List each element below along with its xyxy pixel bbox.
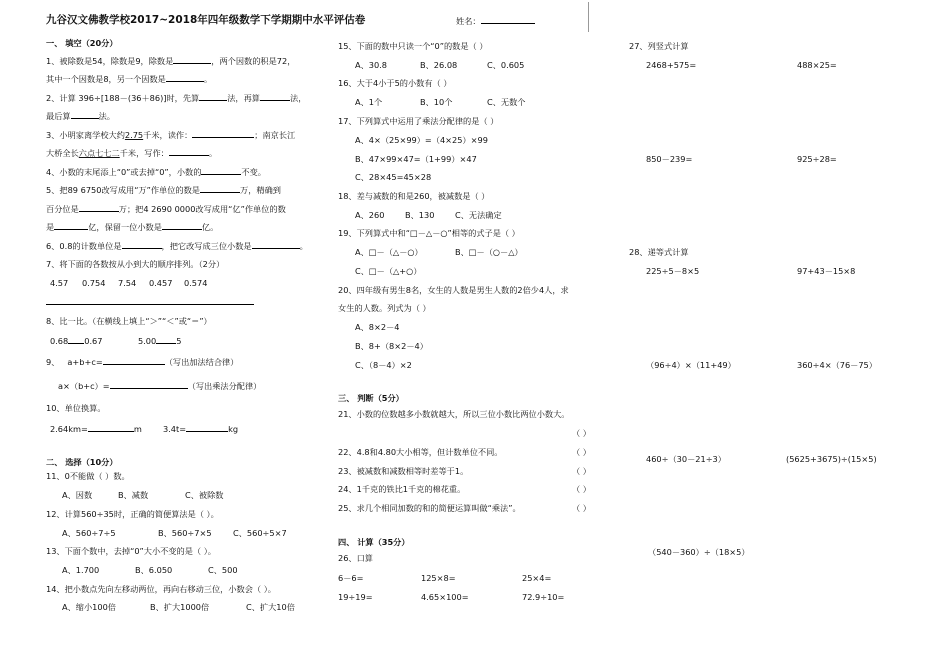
q7-prompt: 7、将下面的各数按从小到大的顺序排列。（2分）: [46, 259, 225, 269]
q9-label: 9、: [46, 357, 60, 367]
q9-expr-2: a×（b+c）=: [58, 381, 110, 391]
stepwise-calc-7: （540－360）÷（18×5）: [648, 547, 750, 557]
q2-text-e: 法。: [98, 111, 115, 121]
q10-prompt: 10、单位换算。: [46, 403, 106, 413]
q3-text-h: 。: [208, 148, 218, 158]
q24-answer-paren[interactable]: （ ）: [572, 484, 591, 494]
q14-option-b[interactable]: B、扩大1000倍: [150, 602, 210, 612]
name-label-text: 姓名：: [456, 16, 481, 26]
q13-option-c[interactable]: C、500: [208, 565, 238, 575]
q3-text-e: 大桥全长: [46, 148, 79, 158]
vertical-calc-3: 850－239=: [646, 154, 693, 164]
stepwise-calc-2: 97+43－15×8: [797, 266, 856, 276]
q5-text-b: 万，精确到: [240, 185, 281, 195]
section-3-heading: 三、 判断（5分）: [338, 393, 404, 403]
q1-blank-2[interactable]: [166, 73, 204, 82]
q7-num-1: 4.57: [50, 278, 69, 288]
q11-option-c[interactable]: C、被除数: [185, 490, 224, 500]
q25-answer-paren[interactable]: （ ）: [572, 503, 591, 513]
q2-text-a: 2、计算 396÷[188－(36＋86)]时，先算: [46, 93, 200, 103]
q8-prompt: 8、比一比。（在横线上填上“＞”“＜”或“＝”）: [46, 316, 212, 326]
header-divider: [588, 2, 589, 32]
q5-text-c: 百分位是: [46, 204, 79, 214]
q8-compare-2: [138, 335, 181, 347]
oral-calc-1: 6－6=: [338, 573, 364, 583]
q5-blank-1[interactable]: [200, 184, 240, 193]
q15-option-c[interactable]: C、0.605: [487, 60, 525, 70]
q4-text-b: 不变。: [241, 167, 266, 177]
q6-blank-2[interactable]: [252, 240, 300, 249]
q12-option-c[interactable]: C、560÷5×7: [233, 528, 287, 538]
q8-right-1: 0.67: [84, 336, 103, 346]
q4-blank[interactable]: [201, 166, 241, 175]
q16-option-b[interactable]: B、10个: [420, 97, 453, 107]
q21-answer-paren[interactable]: （ ）: [572, 428, 591, 438]
q6-text-a: 6、0.8的计数单位是: [46, 241, 122, 251]
q6-line: [46, 240, 308, 252]
q19-prompt: 19、下列算式中和“□－△－○”相等的式子是（ ）: [338, 228, 520, 238]
q14-prompt: 14、把小数点先向左移动两位，再向右移动三位，小数会（ ）。: [46, 584, 276, 594]
oral-calc-5: 4.65×100=: [421, 592, 469, 602]
q2-blank-2[interactable]: [260, 92, 290, 101]
q19-option-c[interactable]: C、□－（△+○）: [355, 266, 422, 276]
q19-option-a[interactable]: A、□－（△－○）: [355, 247, 423, 257]
q16-prompt: 16、大于4小于5的小数有（ ）: [338, 78, 452, 88]
q15-prompt: 15、下面的数中只读一个“0”的数是（ ）: [338, 41, 488, 51]
q19-option-b[interactable]: B、□－（○－△）: [455, 247, 523, 257]
q13-prompt: 13、下面个数中，去掉“0”大小不变的是（ ）。: [46, 546, 216, 556]
q8-blank-2[interactable]: [156, 335, 176, 344]
q20-line1: 20、四年级有男生8名，女生的人数是男生人数的2倍少4人，求: [338, 285, 569, 295]
stepwise-calc-6: (5625+3675)÷(15×5): [786, 454, 877, 464]
q10-conv-1: [50, 423, 142, 435]
oral-calc-4: 19÷19=: [338, 592, 373, 602]
q17-prompt: 17、下列算式中运用了乘法分配律的是（ ）: [338, 116, 499, 126]
q10-unit-2: kg: [228, 424, 239, 434]
q1-text-a: 1、被除数是54，除数是9，除数是: [46, 56, 174, 66]
q20-option-b[interactable]: B、8+（8×2－4）: [355, 341, 428, 351]
q24-statement: 24、1千克的铁比1千克的棉花重。: [338, 484, 466, 494]
q1-text-b: ，两个因数的积是72，: [211, 56, 296, 66]
oral-calc-6: 72.9÷10=: [522, 592, 565, 602]
q17-option-c[interactable]: C、28×45=45×28: [355, 172, 432, 182]
stepwise-calc-4: 360÷4×（76－75）: [797, 360, 877, 370]
q5-text-e: 是: [46, 222, 55, 232]
q9-line2: [58, 380, 261, 392]
q5-line2: [46, 203, 286, 215]
q8-left-2: 5.00: [138, 336, 157, 346]
q10-conv-2: [163, 423, 238, 435]
q4-text-a: 4、小数的末尾添上“0”或去掉“0”，小数的: [46, 167, 202, 177]
q17-option-b[interactable]: B、47×99×47=（1+99）×47: [355, 154, 477, 164]
q16-option-c[interactable]: C、无数个: [487, 97, 526, 107]
q2-blank-3[interactable]: [71, 110, 99, 119]
q10-blank-1[interactable]: [88, 423, 134, 432]
stepwise-calc-5: 460÷（30－21÷3）: [646, 454, 726, 464]
q1-blank-1[interactable]: [173, 55, 211, 64]
q5-blank-3[interactable]: [54, 221, 88, 230]
q7-num-3: 7.54: [118, 278, 137, 288]
q2-blank-1[interactable]: [199, 92, 227, 101]
q1-line2: [46, 73, 212, 85]
q23-statement: 23、被减数和减数相等时差等于1。: [338, 466, 469, 476]
q23-answer-paren[interactable]: （ ）: [572, 466, 591, 476]
q1-text-c: 其中一个因数是8，另一个因数是: [46, 74, 166, 84]
q13-option-b[interactable]: B、6.050: [135, 565, 173, 575]
section-4-heading: 四、 计算（35分）: [338, 537, 410, 547]
q6-blank-1[interactable]: [122, 240, 162, 249]
q3-blank-1[interactable]: [192, 129, 254, 138]
q11-prompt: 11、0不能做（ ）数。: [46, 471, 130, 481]
q7-answer-line[interactable]: [46, 304, 254, 305]
name-label: [456, 15, 535, 27]
q3-text-a: 3、小明家离学校大约: [46, 130, 125, 140]
section-1-heading: 一、 填空（20分）: [46, 38, 118, 48]
q6-text-b: ，把它改写成三位小数是: [161, 241, 252, 251]
q8-compare-1: [50, 335, 102, 347]
q5-text-a: 5、把89 6750改写成用“万”作单位的数是: [46, 185, 200, 195]
name-blank[interactable]: [481, 15, 535, 24]
q27-prompt: 27、列竖式计算: [629, 41, 689, 51]
q20-line2: 女生的人数。列式为（ ）: [338, 303, 431, 313]
q15-option-b[interactable]: B、26.08: [420, 60, 458, 70]
q9-hint-1: （写出加法结合律）: [164, 357, 239, 367]
q22-answer-paren[interactable]: （ ）: [572, 447, 591, 457]
q2-line1: [46, 92, 306, 104]
q3-words: 六点七七二: [78, 148, 120, 158]
q14-option-c[interactable]: C、扩大10倍: [246, 602, 295, 612]
q3-number: 2.75: [124, 130, 144, 140]
exam-title: 九谷汉文佛教学校2017~2018年四年级数学下学期期中水平评估卷: [46, 14, 366, 26]
q2-text-d: 最后算: [46, 111, 71, 121]
q10-conv-2-left: 3.4t=: [163, 424, 187, 434]
vertical-calc-4: 925÷28=: [797, 154, 837, 164]
q25-statement: 25、求几个相同加数的和的简便运算叫做“乘法”。: [338, 503, 521, 513]
q3-line2: [46, 147, 217, 159]
q5-blank-2[interactable]: [79, 203, 119, 212]
q7-num-2: 0.754: [82, 278, 106, 288]
q16-option-a[interactable]: A、1个: [355, 97, 383, 107]
q1-text-d: 。: [203, 74, 213, 84]
q11-option-b[interactable]: B、减数: [118, 490, 149, 500]
q8-left-1: 0.68: [50, 336, 69, 346]
q12-prompt: 12、计算560÷35时，正确的简便算法是（ ）。: [46, 509, 219, 519]
q5-blank-4[interactable]: [162, 221, 202, 230]
q2-line2: [46, 110, 115, 122]
q4-line: [46, 166, 266, 178]
q18-option-a[interactable]: A、260: [355, 210, 385, 220]
q1-line1: [46, 55, 295, 67]
q12-option-b[interactable]: B、560÷7×5: [158, 528, 212, 538]
q21-statement: 21、小数的位数越多小数就越大，所以三位小数比两位小数大。: [338, 409, 570, 419]
q2-text-c: 法，: [290, 93, 307, 103]
vertical-calc-1: 2468+575=: [646, 60, 697, 70]
q18-option-b[interactable]: B、130: [405, 210, 435, 220]
q9-blank-2[interactable]: [110, 380, 188, 389]
q6-text-c: 。: [299, 241, 308, 251]
q3-text-c: 千米，读作：: [143, 130, 193, 140]
q18-prompt: 18、差与减数的和是260，被减数是（ ）: [338, 191, 490, 201]
q5-line1: [46, 184, 281, 196]
q10-unit-1: m: [133, 424, 142, 434]
q28-prompt: 28、递等式计算: [629, 247, 689, 257]
vertical-calc-2: 488×25=: [797, 60, 837, 70]
q20-option-a[interactable]: A、8×2－4: [355, 322, 400, 332]
q9-hint-2: （写出乘法分配律）: [187, 381, 262, 391]
oral-calc-2: 125×8=: [421, 573, 456, 583]
q22-statement: 22、4.8和4.80大小相等，但计数单位不同。: [338, 447, 503, 457]
q10-conv-1-left: 2.64km=: [50, 424, 88, 434]
q7-num-5: 0.574: [184, 278, 208, 288]
q5-line3: [46, 221, 218, 233]
stepwise-calc-1: 225÷5－8×5: [646, 266, 700, 276]
q2-text-b: 法，再算: [227, 93, 260, 103]
q18-option-c[interactable]: C、无法确定: [455, 210, 502, 220]
q12-option-a[interactable]: A、560÷7÷5: [62, 528, 116, 538]
q9-line1: [46, 356, 238, 368]
q17-option-a[interactable]: A、4×（25×99）=（4×25）×99: [355, 135, 488, 145]
stepwise-calc-3: （96÷4）×（11+49）: [646, 360, 736, 370]
section-2-heading: 二、 选择（10分）: [46, 457, 118, 467]
q11-option-a[interactable]: A、因数: [62, 490, 93, 500]
oral-calc-3: 25×4=: [522, 573, 552, 583]
q3-blank-2[interactable]: [169, 147, 209, 156]
q26-prompt: 26、口算: [338, 553, 373, 563]
q3-text-d: ；南京长江: [254, 130, 296, 140]
q14-option-a[interactable]: A、缩小100倍: [62, 602, 116, 612]
q8-right-2: 5: [176, 336, 182, 346]
q7-num-4: 0.457: [149, 278, 173, 288]
q9-blank-1[interactable]: [103, 356, 165, 365]
q3-line1: [46, 129, 295, 141]
q15-option-a[interactable]: A、30.8: [355, 60, 388, 70]
q5-text-g: 亿。: [201, 222, 219, 232]
q9-expr-1: a+b+c=: [67, 357, 103, 367]
q13-option-a[interactable]: A、1.700: [62, 565, 100, 575]
q20-option-c[interactable]: C、（8－4）×2: [355, 360, 412, 370]
q3-text-g: 千米，写作：: [119, 148, 169, 158]
q10-blank-2[interactable]: [186, 423, 228, 432]
q8-blank-1[interactable]: [68, 335, 84, 344]
q5-text-f: 亿，保留一位小数是: [88, 222, 162, 232]
q5-text-d: 万；把4 2690 0000改写成用“亿”作单位的数: [118, 204, 286, 214]
